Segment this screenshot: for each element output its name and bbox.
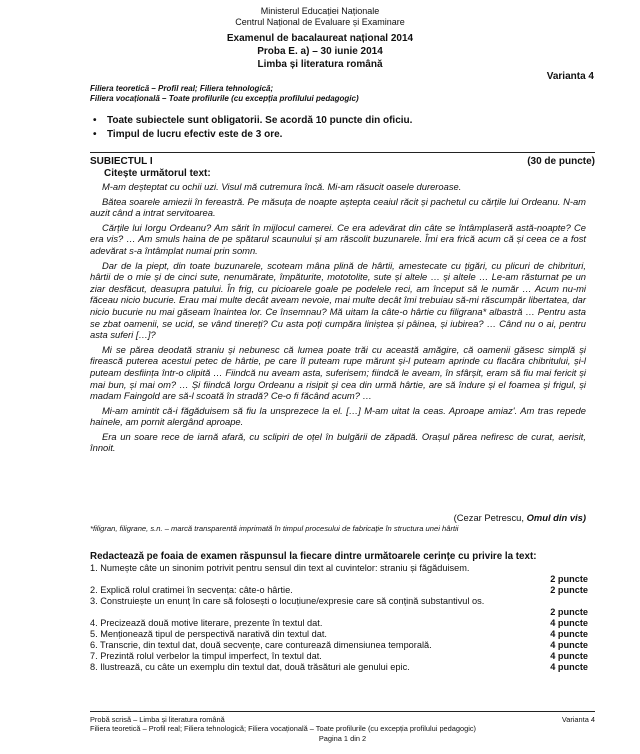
text-paragraph: Mi se părea deodată straniu și nebunesc că lumea poate trăi cu această amăgire, că oamenii găsesc simplă și firească puterea acestui petec de hârtie, pe care îl puteam rupe mărunt și-l puteam aprinde cu flacăra chibritului, și-l puteam desființa într-o clipită … Fiindcă nu aveam asta, suferisem; fiindcă le aveam, în sfârșit, eram să fiu mai fericit și mai bun, și mai om? … Și fiindcă Iorgu Ordeanu a risipit și cea din urmă hârtie, are să îndure și el foamea și frigul, și madam Faingold are să-l scoată în stradă? Ce-o fi făcând acum? … <box>90 343 586 402</box>
page-footer <box>90 715 595 743</box>
task-item <box>90 596 588 618</box>
task-item <box>90 662 588 673</box>
task-item <box>90 563 588 585</box>
task-text: 1. Numește câte un sinonim potrivit pentru sensul din text al cuvintelor: straniu și făgăduisem. <box>90 563 470 573</box>
ministry-name: Ministerul Educației Naționale <box>260 6 380 16</box>
text-paragraph: Era un soare rece de iarnă afară, cu sclipiri de oțel în bulgării de zăpadă. Orașul părea nefiresc de curat, aerisit, înnoit. <box>90 430 586 454</box>
text-paragraph: M-am deșteptat cu ochii uzi. Visul mă cutremura încă. Mi-am răsucit oasele dureroase. <box>102 181 462 192</box>
task-item <box>90 651 588 662</box>
task-text: 7. Prezintă rolul verbelor la timpul imperfect, în textul dat. <box>90 651 322 661</box>
footer-probe: Probă scrisă – Limba și literatura română <box>90 715 225 724</box>
task-points: 4 puncte <box>550 629 588 639</box>
task-item <box>90 585 588 596</box>
literary-text <box>90 181 586 457</box>
subiect-heading <box>90 156 595 167</box>
source-citation <box>454 512 586 523</box>
text-paragraph: Cărțile lui Iorgu Ordeanu? Am sărit în mijlocul camerei. Ce era adevărat din câte se întâmplaseră astă-noapte? Ce era vis? … Am smuls haina de pe spătarul scaunului și am răscolit buzunarele. Îmi era frică acum că și ceea ce a fost adevărat s-a întâmplat numai prin somn. <box>90 221 586 256</box>
subject-line: Limba și literatura română <box>257 59 383 70</box>
source-author: (Cezar Petrescu, <box>453 512 524 523</box>
footer-divider <box>90 711 595 712</box>
task-text: 8. Ilustrează, cu câte un exemplu din textul dat, două trăsături ale genului epic. <box>90 662 410 672</box>
task-item <box>90 629 588 640</box>
footer-filiera: Filiera teoretică – Profil real; Filiera tehnologică; Filiera vocațională – Toate profilurile (cu excepția profilului pedagogic) <box>90 724 477 734</box>
task-text: 3. Construiește un enunț în care să folosești o locuțiune/expresie care să conțină substantivul os. <box>90 596 485 606</box>
variant-label: Varianta 4 <box>546 71 594 82</box>
tasks-intro: Redactează pe foaia de examen răspunsul la fiecare dintre următoarele cerințe cu privire la text: <box>90 551 537 562</box>
source-title: Omul din vis) <box>526 512 586 523</box>
text-paragraph: Dar de la piept, din toate buzunarele, scoteam mâna plină de hârtii, amestecate cu țigări, cu plicuri de chibrituri, hârtii de o mie și de cinci sute, nenumărate, împăturite, mototolite, sute și altele … și altele … Le-am răsturnat pe un ziar desfăcut, deasupra patului. În frig, cu picioarele goale pe podelele reci, am început să le număr … Acum nu-mi făceau nicio bucurie. Erau mai multe decât aveam nevoie, mai multe decât îmi trebuiau să-mi răscumpăr libertatea, dar nicio bucurie nu mai găseam înaintea lor. Ce însemnau? Mă uitam la câte-o hârtie cu filigrana* albastră … Pentru asta se zbat oamenii, se ucid, se vând tinereți? Cu asta poți cumpăra liniștea și pâinea, și iubirea? … Când nu o ai, pentru asta suferi […]? <box>90 259 586 341</box>
task-item <box>90 640 588 651</box>
divider <box>90 152 595 153</box>
task-points: 2 puncte <box>550 585 588 595</box>
page-number: Pagina 1 din 2 <box>318 733 367 743</box>
filiera-line-2: Filiera vocațională – Toate profilurile (cu excepția profilului pedagogic) <box>90 94 359 103</box>
rules-list <box>93 114 412 142</box>
task-points: 2 puncte <box>550 607 588 617</box>
subiect-points: (30 de puncte) <box>527 156 595 167</box>
task-points: 4 puncte <box>550 662 588 672</box>
tasks-list <box>90 563 588 673</box>
center-name: Centrul Național de Evaluare și Examinare <box>235 17 405 27</box>
task-item <box>90 618 588 629</box>
task-points: 4 puncte <box>550 618 588 628</box>
task-text: 5. Menționează tipul de perspectivă narativă din textul dat. <box>90 629 327 639</box>
footer-variant: Varianta 4 <box>561 715 595 724</box>
filiera-line-1: Filiera teoretică – Profil real; Filiera tehnologică; <box>90 84 274 93</box>
text-paragraph: Mi-am amintit că-i făgăduisem să fiu la unsprezece la el. […] M-am uitat la ceas. Aproape amiaz'. Am tras repede hainele, am pornit alergând aproape. <box>90 404 586 428</box>
subiect-title: SUBIECTUL I <box>90 156 153 167</box>
task-text: 6. Transcrie, din textul dat, două secvențe, care conturează dimensiunea temporală. <box>90 640 432 650</box>
reading-instruction: Citește următorul text: <box>104 168 211 179</box>
text-paragraph: Bătea soarele amiezii în fereastră. Pe măsuța de noapte aștepta ceaiul răcit și pachetul cu cărțile lui Ordeanu. N-am auzit când a intrat servitoarea. <box>90 195 586 219</box>
task-text: 4. Precizează două motive literare, prezente în textul dat. <box>90 618 323 628</box>
task-points: 4 puncte <box>550 640 588 650</box>
proba-line: Proba E. a) – 30 iunie 2014 <box>257 46 383 57</box>
task-points: 2 puncte <box>550 574 588 584</box>
document-header <box>0 6 640 71</box>
rule-item: • Timpul de lucru efectiv este de 3 ore. <box>93 128 412 142</box>
exam-title: Examenul de bacalaureat național 2014 <box>226 33 414 44</box>
footnote: *filigran, filigrane, s.n. – marcă transparentă imprimată în timpul procesului de fabricație în structura unei hârtii <box>90 524 459 533</box>
filiera-block <box>90 84 359 104</box>
task-text: 2. Explică rolul cratimei în secvența: câte-o hârtie. <box>90 585 293 595</box>
task-points: 4 puncte <box>550 651 588 661</box>
rule-item: • Toate subiectele sunt obligatorii. Se acordă 10 puncte din oficiu. <box>93 114 412 128</box>
